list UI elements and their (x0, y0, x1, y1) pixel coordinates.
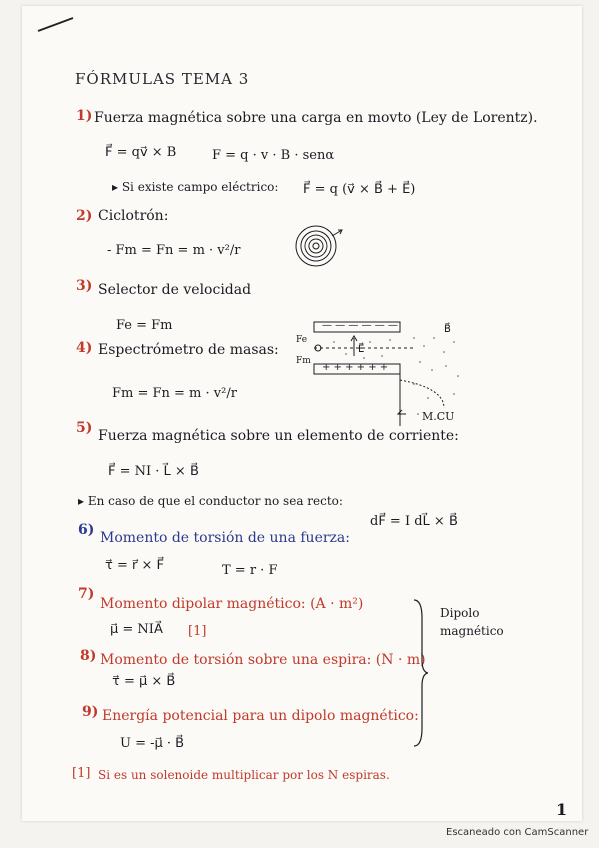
e-field-label: E⃗ (358, 344, 365, 355)
section-6-heading: Momento de torsión de una fuerza: (100, 530, 350, 546)
section-4-heading: Espectrómetro de masas: (98, 342, 279, 358)
section-5-note: ▸ En caso de que el conductor no sea recto: (78, 494, 343, 508)
mcu-label: M.CU (422, 410, 455, 423)
velocity-selector-diagram (294, 318, 466, 430)
brace-label-dipolo: Dipolo (440, 606, 480, 620)
page-title: FÓRMULAS TEMA 3 (75, 70, 250, 88)
section-7-eq: μ⃗ = NIA⃗ (110, 622, 163, 637)
brace-label-magnetico: magnético (440, 624, 504, 638)
section-1-note-eq: F⃗ = q (v⃗ × B⃗ + E⃗) (303, 182, 416, 197)
section-8-number: 8) (80, 648, 97, 664)
section-4-eq: Fm = Fn = m · v²/r (112, 386, 237, 401)
section-1-eq-vector: F⃗ = qv⃗ × B (105, 145, 177, 160)
footnote-ref: [1] (72, 766, 91, 781)
section-4-number: 4) (76, 340, 93, 356)
negative-plate-label: — — — — — — (322, 320, 398, 331)
section-9-eq: U = -μ⃗ · B⃗ (120, 736, 185, 751)
section-9-heading: Energía potencial para un dipolo magnético: (102, 708, 419, 724)
section-3-eq: Fe = Fm (116, 318, 173, 333)
section-2-eq: - Fm = Fn = m · v²/r (107, 243, 241, 258)
section-6-eq-vector: τ⃗ = r⃗ × F⃗ (105, 558, 164, 573)
section-6-number: 6) (78, 522, 95, 538)
section-5-heading: Fuerza magnética sobre un elemento de corriente: (98, 428, 459, 444)
positive-plate-label: + + + + + + (322, 362, 389, 373)
b-field-label: B⃗ (444, 324, 451, 335)
section-3-heading: Selector de velocidad (98, 282, 252, 298)
section-1-note: ▸ Si existe campo eléctrico: (112, 180, 279, 194)
fm-label: Fm (296, 356, 311, 366)
section-1-heading: Fuerza magnética sobre una carga en movto (Ley de Lorentz). (94, 110, 538, 126)
scanner-footer: Escaneado con CamScanner (446, 827, 589, 838)
section-1-eq-scalar: F = q · v · B · senα (212, 148, 335, 163)
section-5-number: 5) (76, 420, 93, 436)
pencil-stroke-mark (36, 14, 76, 34)
section-9-number: 9) (82, 704, 99, 720)
section-5-eq: F⃗ = NI · L⃗ × B⃗ (108, 464, 199, 479)
section-6-eq-scalar: T = r · F (222, 563, 278, 578)
section-7-ref: [1] (188, 624, 207, 639)
section-8-heading: Momento de torsión sobre una espira: (N · m) (100, 652, 426, 668)
section-7-number: 7) (78, 586, 95, 602)
section-8-eq: τ⃗ = μ⃗ × B⃗ (112, 674, 176, 689)
footnote-text: Si es un solenoide multiplicar por los N espiras. (98, 768, 390, 782)
section-5-note-eq: dF⃗ = I dL⃗ × B⃗ (370, 514, 458, 529)
page-number: 1 (556, 800, 568, 819)
section-2-number: 2) (76, 208, 93, 224)
section-1-number: 1) (76, 108, 93, 124)
fe-label: Fe (296, 335, 308, 345)
dipole-brace (412, 598, 428, 748)
section-2-heading: Ciclotrón: (98, 208, 169, 224)
section-7-heading: Momento dipolar magnético: (A · m²) (100, 596, 364, 612)
section-3-number: 3) (76, 278, 93, 294)
cyclotron-spiral-icon (294, 222, 346, 270)
